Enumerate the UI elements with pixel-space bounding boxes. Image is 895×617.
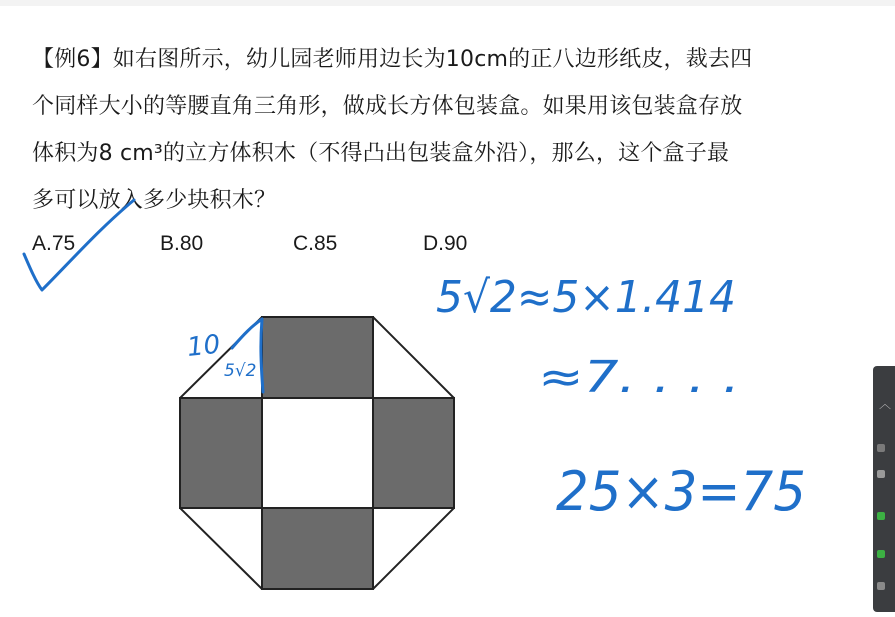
shaded-face-left: [180, 398, 262, 508]
shaded-face-top: [262, 317, 373, 398]
tool-dot-icon[interactable]: [877, 582, 885, 590]
question-line-2: 个同样大小的等腰直角三角形，做成长方体包装盒。如果用该包装盒存放: [32, 94, 743, 119]
annotation-bracket: [232, 319, 263, 392]
handwritten-line-3: 25×3=75: [556, 460, 806, 523]
tool-dot-icon[interactable]: [877, 470, 885, 478]
choice-a[interactable]: A.75: [32, 232, 76, 255]
shaded-face-right: [373, 398, 454, 508]
side-toolbar-panel[interactable]: [873, 366, 895, 612]
box-base: [262, 398, 373, 508]
chevron-icon[interactable]: ︿: [879, 397, 892, 411]
choice-b[interactable]: B.80: [160, 232, 204, 255]
question-line-3: 体积为8 cm³的立方体积木（不得凸出包装盒外沿），那么，这个盒子最: [32, 141, 730, 166]
status-green-icon[interactable]: [877, 550, 885, 558]
choice-c[interactable]: C.85: [293, 232, 338, 255]
shaded-face-bottom: [262, 508, 373, 589]
handwritten-line-2: ≈7. . . .: [538, 352, 740, 403]
question-line-1: 【例6】如右图所示，幼儿园老师用边长为10cm的正八边形纸皮，裁去四: [32, 47, 753, 72]
question-line-4: 多可以放入多少块积木？: [32, 188, 277, 213]
handwritten-line-1: 5√2≈5×1.414: [436, 272, 736, 323]
leg-length-label: 5√2: [224, 361, 257, 381]
choice-d[interactable]: D.90: [423, 232, 468, 255]
status-green-icon[interactable]: [877, 512, 885, 520]
checkmark-icon: [24, 200, 134, 290]
side-length-label: 10: [185, 329, 222, 363]
tool-dot-icon[interactable]: [877, 444, 885, 452]
